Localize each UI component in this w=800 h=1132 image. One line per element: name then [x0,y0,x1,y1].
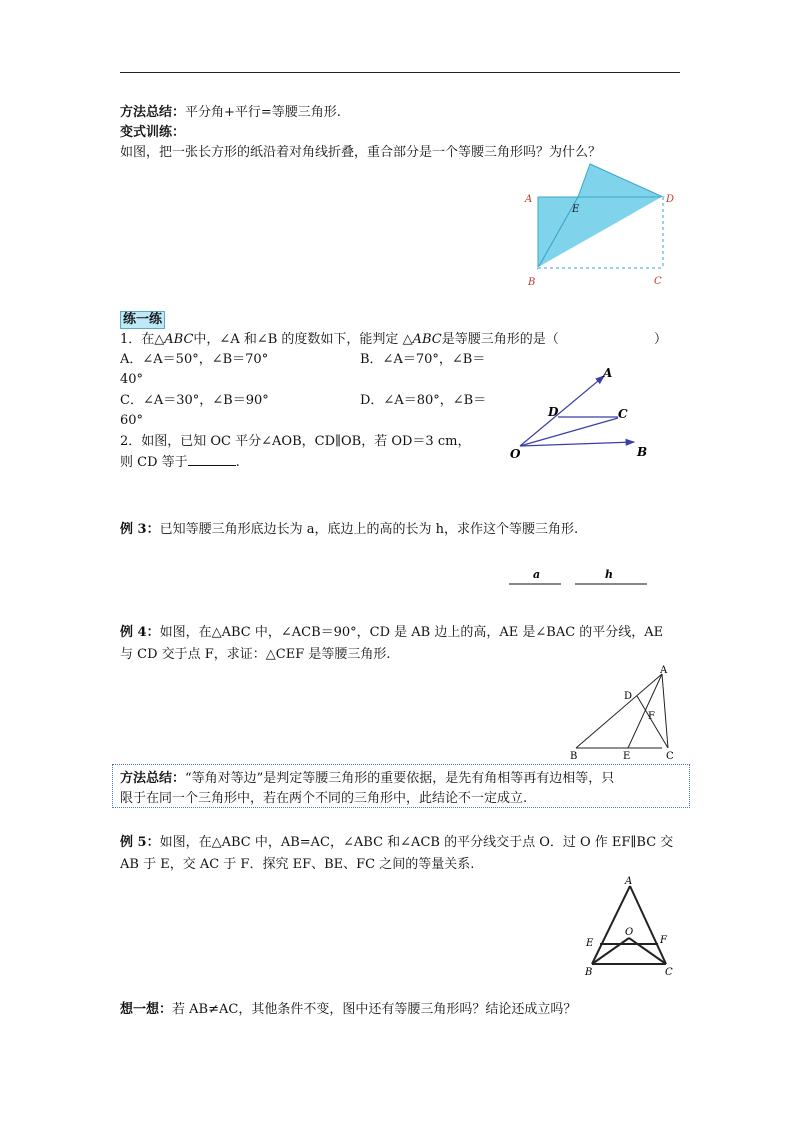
side-ac [662,674,668,748]
option-b: B．∠A＝70°，∠B＝ [360,352,486,367]
label-B: B [637,445,648,459]
question-1: 1．在△ABC中，∠A 和∠B 的度数如下，能判定 △ABC是等腰三角形的是（ [120,332,559,347]
example-4-cont: 与 CD 交于点 F，求证：△CEF 是等腰三角形. [120,647,391,662]
label-D: D [548,405,559,419]
label-E: E [586,938,594,949]
label-B: B [570,751,578,762]
label-A: A [625,876,633,887]
answer-blank[interactable] [188,453,236,466]
side-ab [592,886,630,964]
label-A: A [525,194,533,205]
ray-ob [520,442,634,446]
label-A: A [603,366,613,380]
label-E: E [572,204,580,215]
example-5-cont: AB 于 E，交 AC 于 F．探究 EF、BE、FC 之间的等量关系. [120,857,475,872]
label-O: O [625,927,634,938]
question-1-close: ） [654,332,668,347]
question-2: 2．如图，已知 OC 平分∠AOB，CD∥OB，若 OD＝3 cm， [120,434,471,449]
label-D: D [624,691,633,702]
practice-title: 练一练 [120,311,165,329]
label-B: B [585,967,593,978]
segment-a-label: a [533,568,541,581]
option-d: D．∠A＝80°，∠B＝ [360,393,487,408]
isosceles-triangle-figure [580,872,680,982]
label-C: C [618,407,628,421]
example-5: 例 5：如图，在△ABC 中，AB=AC，∠ABC 和∠ACB 的平分线交于点 O．过 O 作 EF∥BC 交 [120,835,674,850]
label-F: F [660,935,667,946]
header-rule [120,72,680,73]
label-B: B [528,277,536,288]
fold-rectangle-figure [520,160,690,290]
bisector-ae [628,674,662,748]
example-3: 例 3：已知等腰三角形底边长为 a，底边上的高的长为 h，求作这个等腰三角形. [120,522,579,537]
method-summary-2: 方法总结：“等角对等边”是判定等腰三角形的重要依据，是先有角相等再有边相等，只 [120,771,615,786]
altitude-cd [637,696,668,748]
ray-oa [520,376,604,446]
label-C: C [666,751,674,762]
label-E: E [623,751,631,762]
label-F: F [648,711,655,722]
fold-region-top [578,164,663,197]
given-segments [505,562,655,592]
label-D: D [666,194,675,205]
think-question: 想一想：若 AB≠AC，其他条件不变，图中还有等腰三角形吗？结论还成立吗？ [120,1002,577,1017]
option-a: A．∠A＝50°，∠B＝70° [120,352,269,367]
question-2-cont: 则 CD 等于 . [120,455,240,470]
option-b-cont: 40° [120,372,144,387]
example-4: 例 4：如图，在△ABC 中，∠ACB＝90°，CD 是 AB 边上的高，AE 是∠BAC 的平分线，AE [120,625,664,640]
label-O: O [510,447,521,461]
fold-question: 如图，把一张长方形的纸沿着对角线折叠，重合部分是一个等腰三角形吗？为什么？ [120,145,602,160]
option-c: C．∠A＝30°，∠B＝90° [120,393,269,408]
right-triangle-figure [562,662,682,762]
angle-bisector-figure [508,362,668,467]
ray-oc [520,418,618,446]
label-C: C [665,967,673,978]
label-C: C [654,276,662,287]
label-A: A [660,665,668,676]
method-summary-2-cont: 限于在同一个三角形中，若在两个不同的三角形中，此结论不一定成立. [120,791,528,806]
segment-h-label: h [605,568,613,581]
variant-training-label: 变式训练： [120,125,186,140]
method-summary-1: 方法总结：平分角+平行=等腰三角形. [120,105,341,120]
option-d-cont: 60° [120,413,144,428]
